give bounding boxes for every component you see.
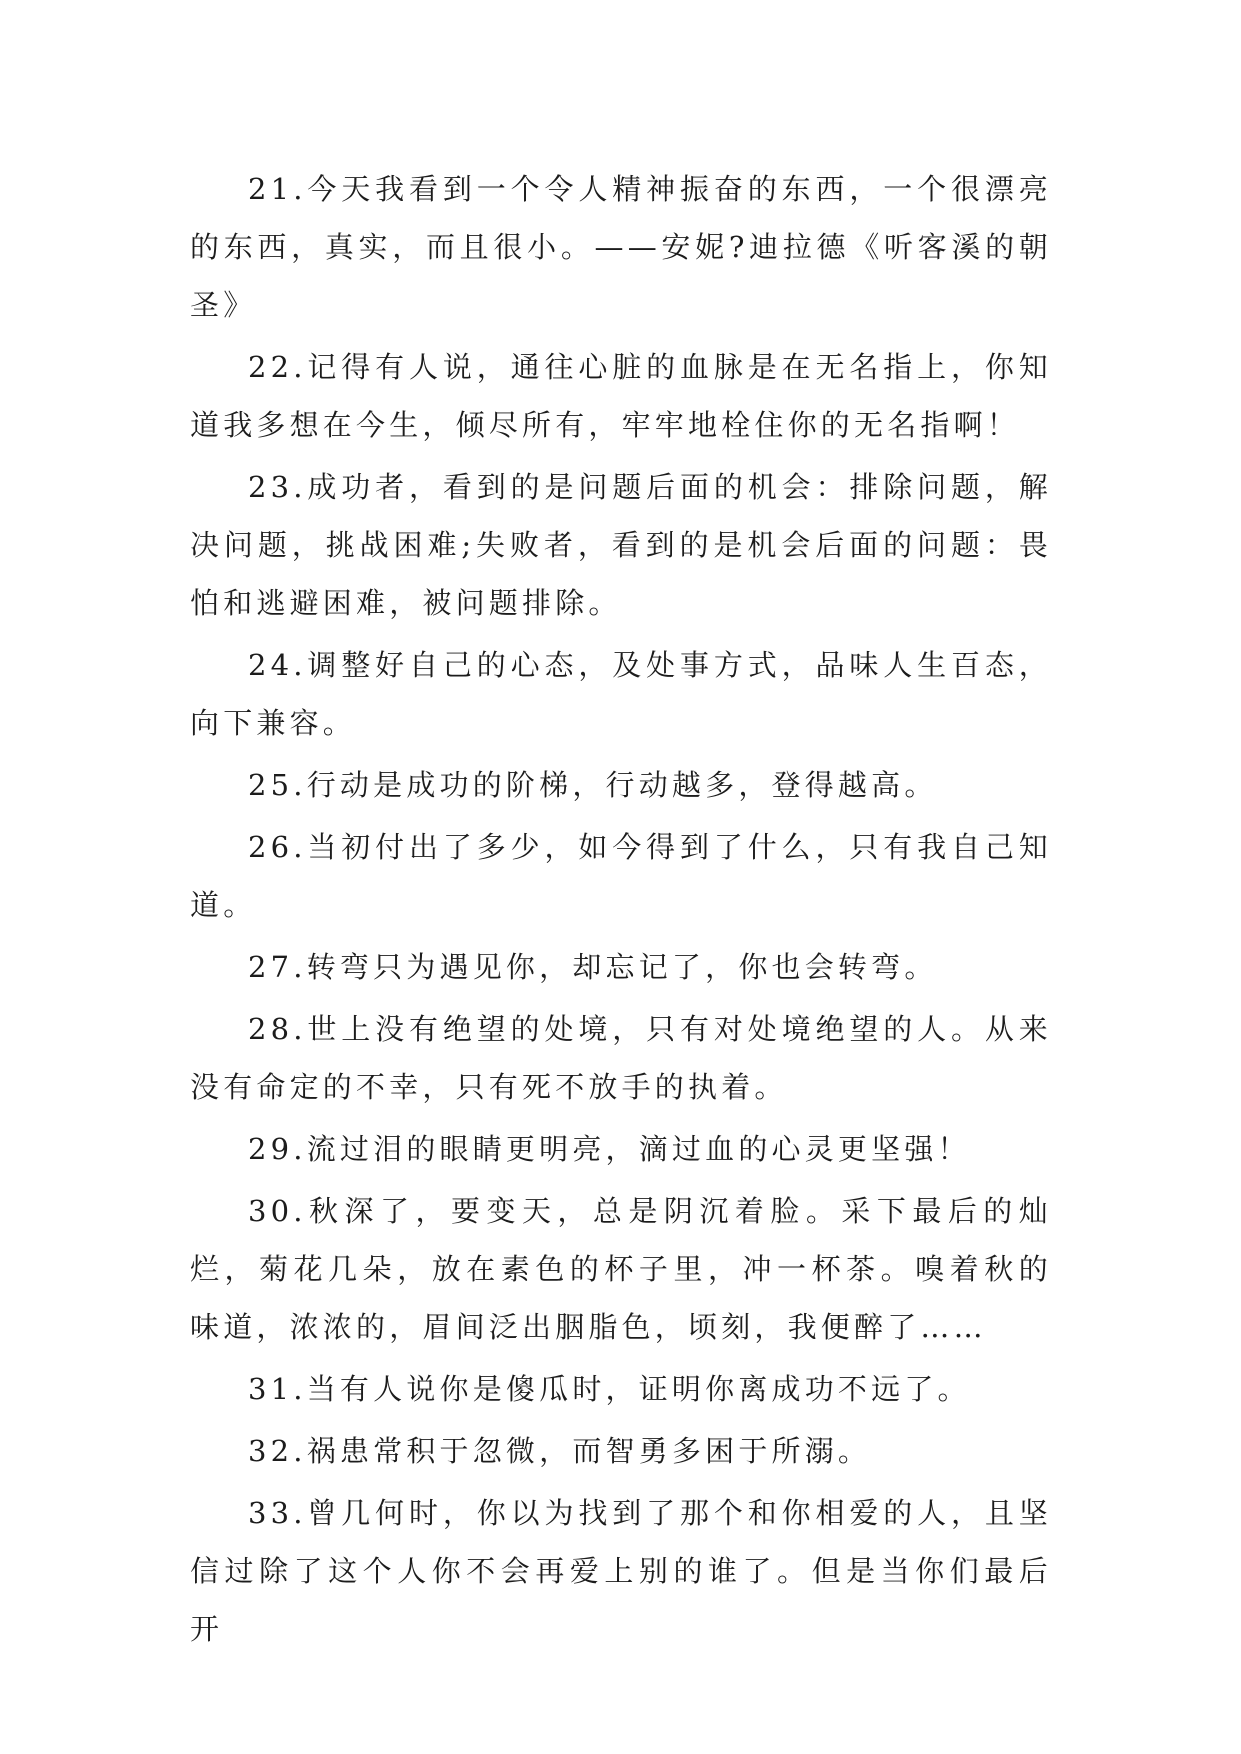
paragraph-27: 27.转弯只为遇见你，却忘记了，你也会转弯。 (248, 950, 938, 984)
paragraph-23: 23.成功者，看到的是问题后面的机会：排除问题，解决问题，挑战困难;失败者，看到的是机会后面的问题：畏怕和逃避困难，被问题排除。 (190, 470, 1052, 620)
paragraph-32: 32.祸患常积于忽微，而智勇多困于所溺。 (248, 1434, 872, 1468)
paragraph-31: 31.当有人说你是傻瓜时，证明你离成功不远了。 (248, 1372, 971, 1406)
paragraph-30: 30.秋深了，要变天，总是阴沉着脸。采下最后的灿烂，菊花几朵，放在素色的杯子里，冲一杯茶。嗅着秋的味道，浓浓的，眉间泛出胭脂色，顷刻，我便醉了…… (190, 1194, 1052, 1344)
paragraph-26: 26.当初付出了多少，如今得到了什么，只有我自己知道。 (190, 830, 1052, 922)
paragraph-29: 29.流过泪的眼睛更明亮，滴过血的心灵更坚强！ (248, 1132, 971, 1166)
paragraph-22: 22.记得有人说，通往心脏的血脉是在无名指上，你知道我多想在今生，倾尽所有，牢牢地栓住你的无名指啊！ (190, 350, 1052, 442)
paragraph-21: 21.今天我看到一个令人精神振奋的东西，一个很漂亮的东西，真实，而且很小。——安妮?迪拉德《听客溪的朝圣》 (190, 172, 1052, 322)
paragraph-28: 28.世上没有绝望的处境，只有对处境绝望的人。从来没有命定的不幸，只有死不放手的执着。 (190, 1012, 1052, 1104)
paragraph-25: 25.行动是成功的阶梯，行动越多，登得越高。 (248, 768, 938, 802)
paragraph-24: 24.调整好自己的心态，及处事方式，品味人生百态，向下兼容。 (190, 648, 1052, 740)
paragraph-33: 33.曾几何时，你以为找到了那个和你相爱的人，且坚信过除了这个人你不会再爱上别的谁了。但是当你们最后开 (190, 1496, 1052, 1646)
document-body (190, 160, 1052, 1662)
